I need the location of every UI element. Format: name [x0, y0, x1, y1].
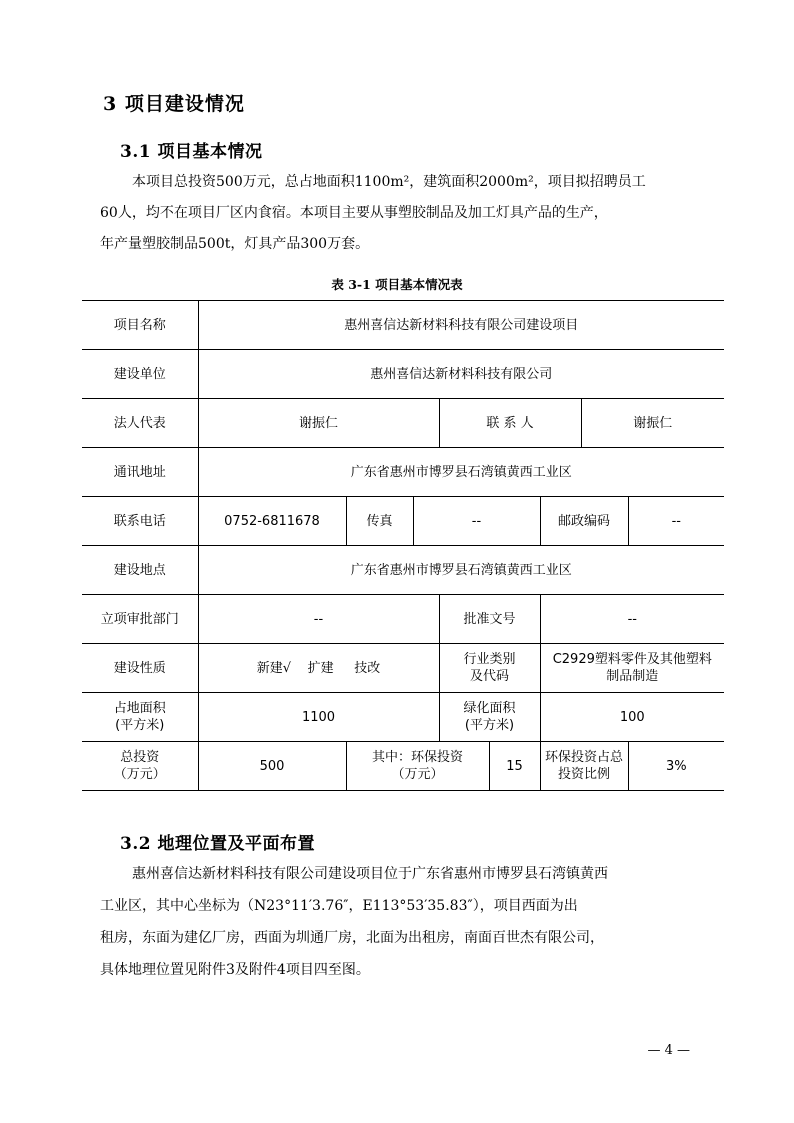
table-row	[82, 399, 724, 448]
table-cell-value: 15	[489, 742, 540, 791]
cell-text-line: (平方米)	[115, 718, 165, 733]
paragraph-line: 租房，东面为建亿厂房，西面为圳通厂房，北面为出租房，南面百世杰有限公司，	[100, 930, 604, 946]
table-cell-value	[540, 644, 724, 693]
section-title: 3 项目建设情况	[103, 93, 245, 115]
paragraph-line: 工业区，其中心坐标为（N23°11′3.76″，E113°53′35.83″），项目西面为出	[100, 898, 578, 914]
table-cell-value: 0752-6811678	[198, 497, 346, 546]
table-cell-label: 建设地点	[82, 546, 198, 595]
cell-text-line: (平方米)	[464, 718, 515, 733]
table-cell-label	[540, 742, 628, 791]
table-cell-label: 建设性质	[82, 644, 198, 693]
page-number: — 4 —	[647, 1043, 690, 1058]
table-row	[82, 595, 724, 644]
table-row	[82, 644, 724, 693]
table-cell-value: --	[198, 595, 439, 644]
cell-text-line: （万元）	[113, 767, 166, 782]
subsection-title-basic-info: 3.1 项目基本情况	[120, 142, 263, 162]
table-cell-label	[439, 644, 540, 693]
table-cell-label	[439, 693, 540, 742]
table-caption: 表 3-1 项目基本情况表	[331, 277, 463, 292]
cell-text-line: 总投资	[120, 750, 160, 765]
table-cell-label: 邮政编码	[540, 497, 628, 546]
table-cell-label	[346, 742, 489, 791]
table-cell-label: 建设单位	[82, 350, 198, 399]
table-cell-label: 批准文号	[439, 595, 540, 644]
cell-text-line: 制品制造	[606, 669, 659, 684]
project-info-table	[82, 300, 724, 791]
table-cell-label: 项目名称	[82, 301, 198, 350]
table-row	[82, 448, 724, 497]
table-cell-value: 惠州喜信达新材料科技有限公司建设项目	[198, 301, 724, 350]
paragraph-line: 60人，均不在项目厂区内食宿。本项目主要从事塑胶制品及加工灯具产品的生产，	[100, 205, 608, 221]
table-cell-label: 传真	[346, 497, 413, 546]
paragraph-line: 年产量塑胶制品500t，灯具产品300万套。	[100, 236, 370, 252]
cell-text-line: 其中：环保投资	[371, 750, 463, 765]
paragraph-line: 具体地理位置见附件3及附件4项目四至图。	[100, 962, 370, 978]
table-cell-value: 谢振仁	[581, 399, 724, 448]
table-cell-value: 广东省惠州市博罗县石湾镇黄西工业区	[198, 546, 724, 595]
cell-text-line: 占地面积	[113, 701, 166, 716]
subsection-title-location: 3.2 地理位置及平面布置	[120, 834, 315, 854]
table-cell-label: 法人代表	[82, 399, 198, 448]
table-cell-value: 谢振仁	[198, 399, 439, 448]
table-cell-value: 广东省惠州市博罗县石湾镇黄西工业区	[198, 448, 724, 497]
table-row	[82, 350, 724, 399]
cell-text-line: 投资比例	[557, 767, 610, 782]
table-cell-label	[82, 742, 198, 791]
table-cell-value: 新建√ 扩建 技改	[198, 644, 439, 693]
table-row	[82, 742, 724, 791]
table-cell-value: 1100	[198, 693, 439, 742]
cell-text-line: （万元）	[391, 767, 444, 782]
table-row	[82, 693, 724, 742]
table-cell-value: 500	[198, 742, 346, 791]
table-cell-value: 100	[540, 693, 724, 742]
table-cell-label: 联系电话	[82, 497, 198, 546]
table-cell-label	[82, 693, 198, 742]
table-cell-value: 3%	[628, 742, 724, 791]
table-cell-label: 立项审批部门	[82, 595, 198, 644]
table-cell-value: 惠州喜信达新材料科技有限公司	[198, 350, 724, 399]
table-cell-value: --	[413, 497, 540, 546]
paragraph-line: 本项目总投资500万元，总占地面积1100m²，建筑面积2000m²，项目拟招聘员工	[132, 174, 646, 190]
cell-text-line: 绿化面积	[463, 701, 516, 716]
cell-text-line: 及代码	[469, 669, 509, 684]
table-row	[82, 301, 724, 350]
table-row	[82, 497, 724, 546]
cell-text-line: 行业类别	[463, 652, 516, 667]
paragraph-line: 惠州喜信达新材料科技有限公司建设项目位于广东省惠州市博罗县石湾镇黄西	[132, 866, 608, 882]
table-cell-value: --	[540, 595, 724, 644]
cell-text-line: 环保投资占总	[544, 750, 623, 765]
table-row	[82, 546, 724, 595]
cell-text-line: C2929塑料零件及其他塑料	[552, 652, 712, 667]
table-cell-label: 通讯地址	[82, 448, 198, 497]
table-cell-value: --	[628, 497, 724, 546]
table-cell-label: 联 系 人	[439, 399, 581, 448]
